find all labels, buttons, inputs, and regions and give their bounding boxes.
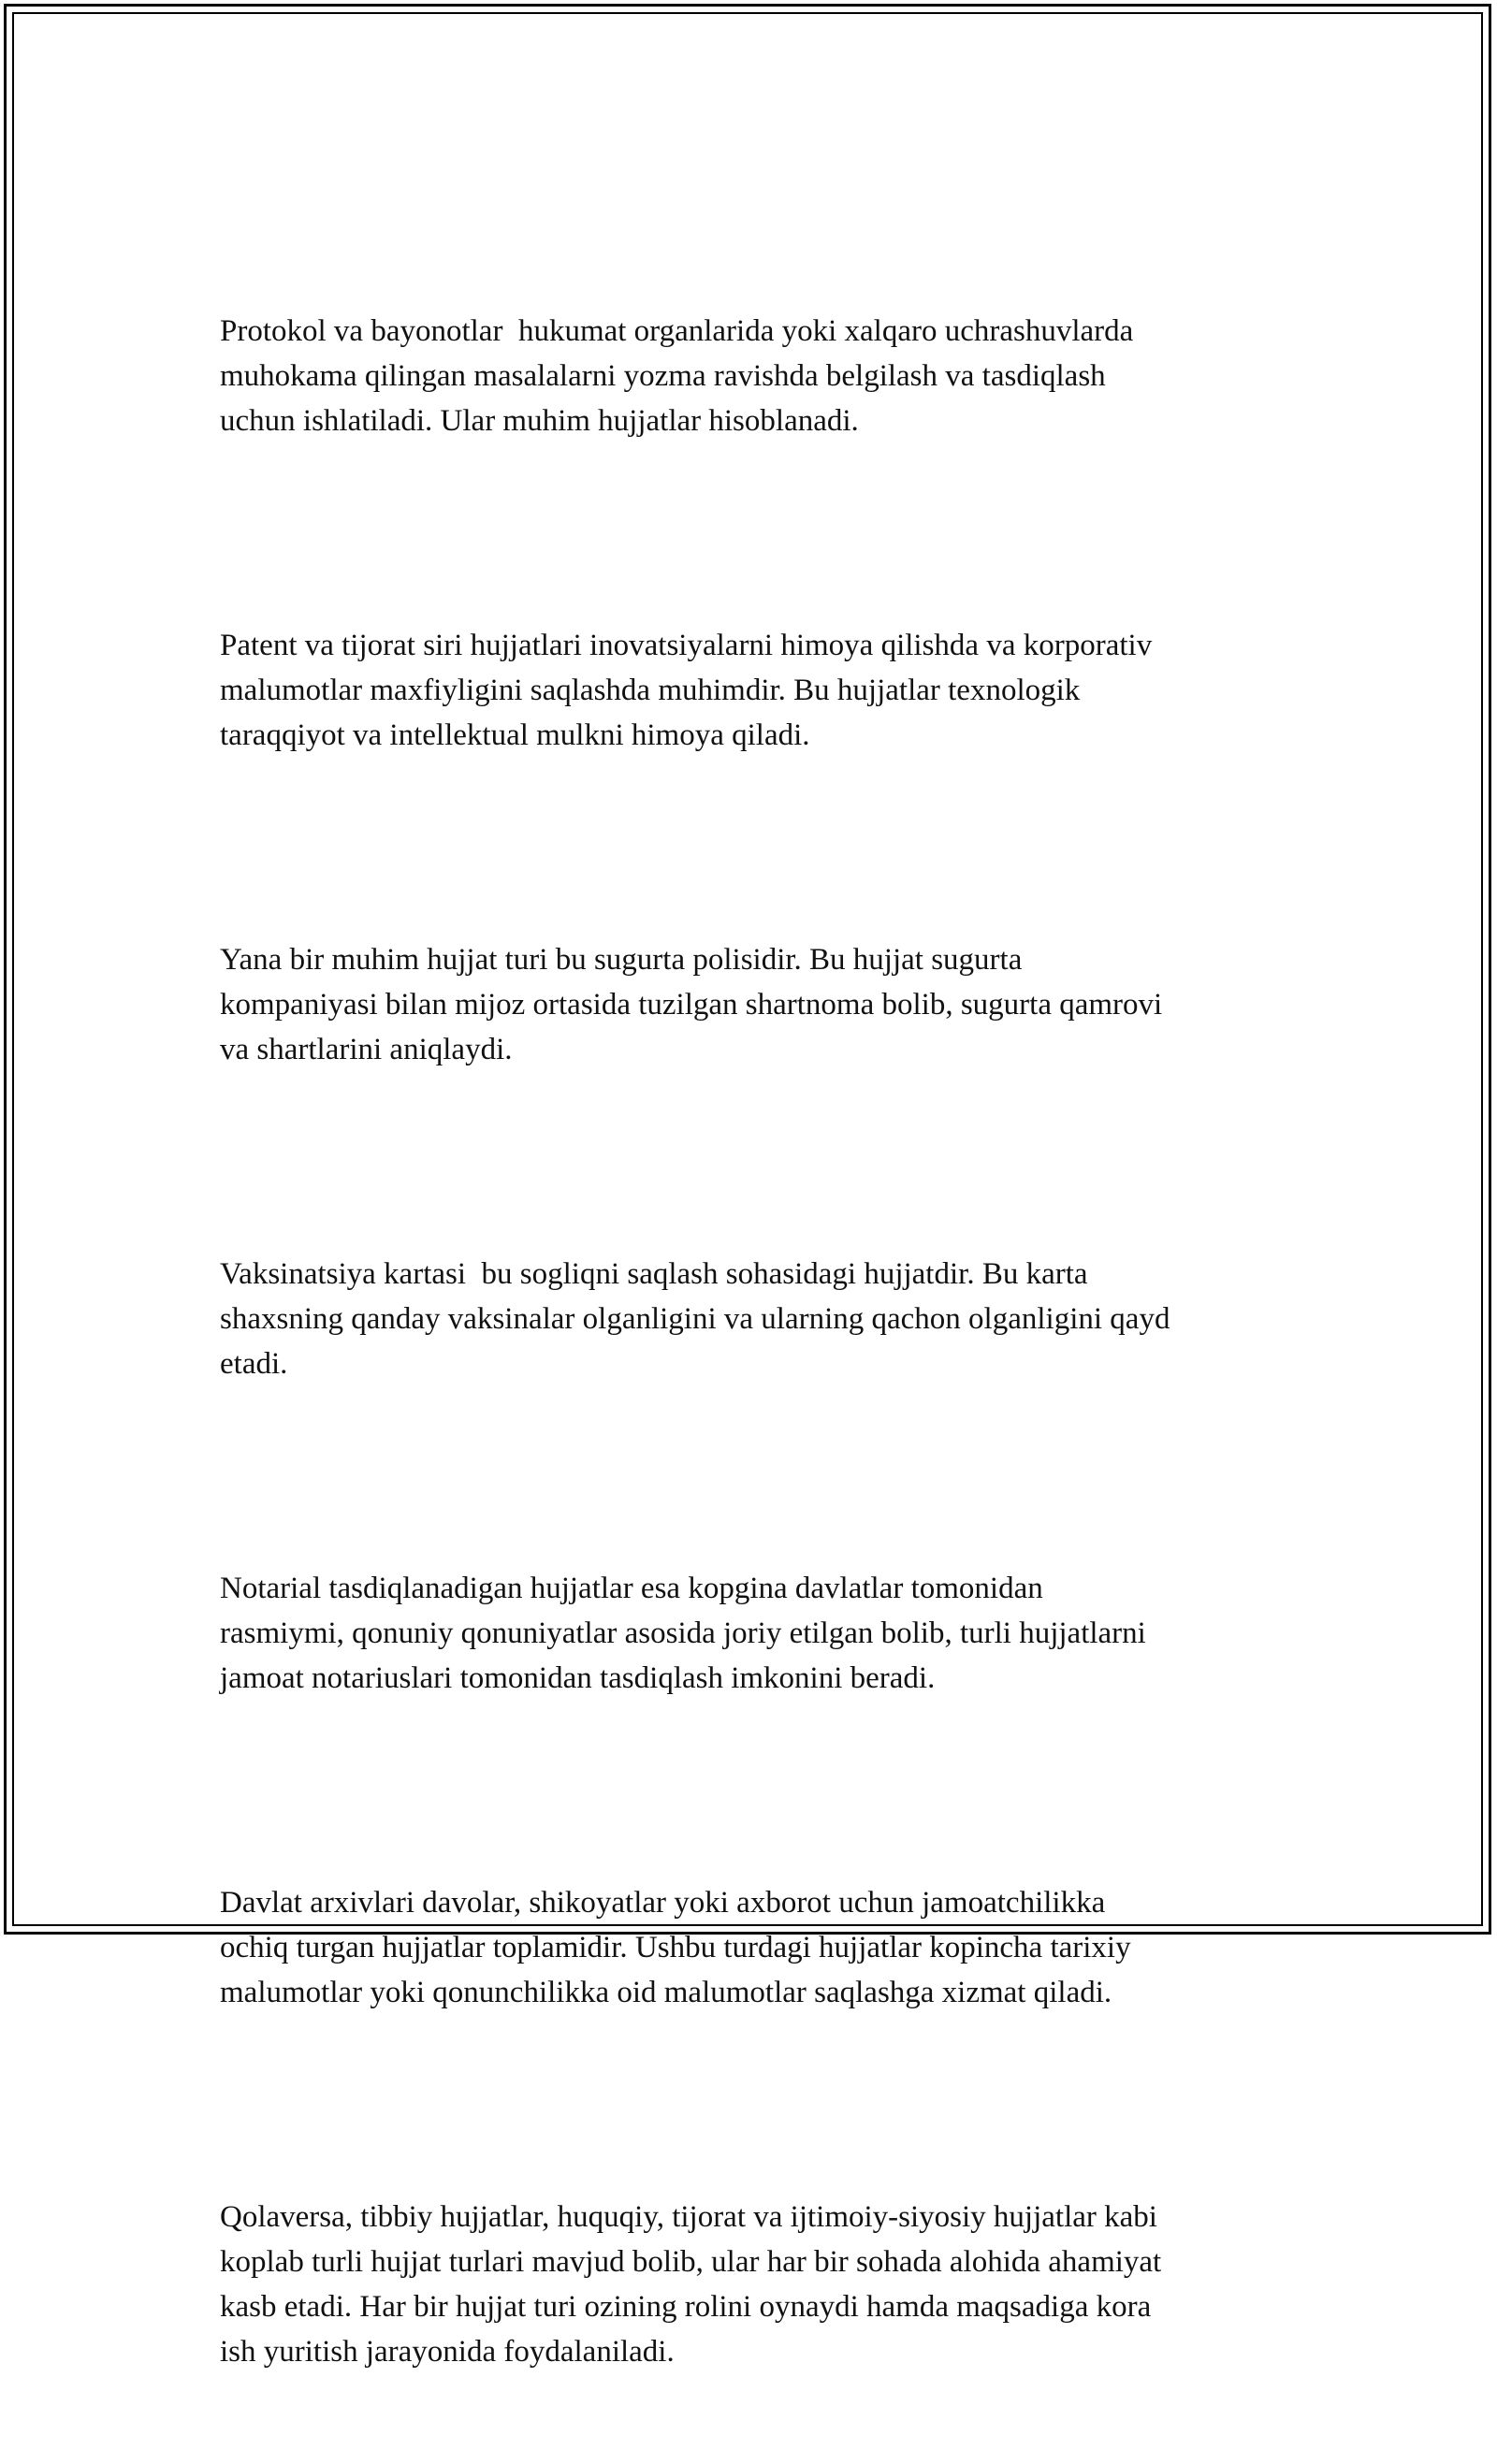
- text-line: va shartlarini aniqlaydi.: [220, 1033, 513, 1066]
- paragraph-notarial: [220, 1566, 1286, 1701]
- paragraph-patent: [220, 623, 1286, 758]
- text-line: rasmiymi, qonuniy qonuniyatlar asosida joriy etilgan bolib, turli hujjatlarni: [220, 1616, 1146, 1650]
- text-line: jamoat notariuslari tomonidan tasdiqlash imkonini beradi.: [220, 1661, 936, 1695]
- paragraph-protocols: [220, 309, 1286, 443]
- text-line: koplab turli hujjat turlari mavjud bolib, ular har bir sohada alohida ahamiyat: [220, 2245, 1162, 2279]
- text-line: ochiq turgan hujjatlar toplamidir. Ushbu turdagi hujjatlar kopincha tarixiy: [220, 1931, 1131, 1964]
- text-line: Protokol va bayonotlar hukumat organlarida yoki xalqaro uchrashuvlarda: [220, 314, 1134, 348]
- paragraph-insurance: [220, 937, 1286, 1072]
- text-line: Qolaversa, tibbiy hujjatlar, huquqiy, tijorat va ijtimoiy-siyosiy hujjatlar kabi: [220, 2200, 1157, 2234]
- paragraph-archives: [220, 1880, 1286, 2015]
- text-line: malumotlar yoki qonunchilikka oid malumotlar saqlashga xizmat qiladi.: [220, 1976, 1112, 2009]
- text-line: uchun ishlatiladi. Ular muhim hujjatlar hisoblanadi.: [220, 404, 859, 438]
- text-line: Davlat arxivlari davolar, shikoyatlar yoki axborot uchun jamoatchilikka: [220, 1886, 1106, 1920]
- paragraph-conclusion: [220, 2195, 1286, 2374]
- text-line: kasb etadi. Har bir hujjat turi ozining rolini oynaydi hamda maqsadiga kora: [220, 2290, 1152, 2324]
- text-line: etadi.: [220, 1347, 288, 1381]
- text-line: malumotlar maxfiyligini saqlashda muhimdir. Bu hujjatlar texnologik: [220, 674, 1081, 707]
- text-line: Vaksinatsiya kartasi bu sogliqni saqlash sohasidagi hujjatdir. Bu karta: [220, 1257, 1088, 1291]
- text-line: taraqqiyot va intellektual mulkni himoya qiladi.: [220, 718, 810, 752]
- paragraph-vaccination: [220, 1252, 1286, 1386]
- text-line: Yana bir muhim hujjat turi bu sugurta polisidir. Bu hujjat sugurta: [220, 943, 1023, 977]
- text-line: Patent va tijorat siri hujjatlari inovatsiyalarni himoya qilishda va korporativ: [220, 629, 1153, 662]
- text-line: shaxsning qanday vaksinalar olganligini va ularning qachon olganligini qayd: [220, 1302, 1170, 1336]
- text-line: kompaniyasi bilan mijoz ortasida tuzilgan shartnoma bolib, sugurta qamrovi: [220, 988, 1163, 1022]
- text-line: muhokama qilingan masalalarni yozma ravishda belgilash va tasdiqlash: [220, 359, 1106, 393]
- text-line: ish yuritish jarayonida foydalaniladi.: [220, 2335, 675, 2369]
- text-line: Notarial tasdiqlanadigan hujjatlar esa kopgina davlatlar tomonidan: [220, 1572, 1043, 1605]
- document-body: [220, 219, 1286, 2464]
